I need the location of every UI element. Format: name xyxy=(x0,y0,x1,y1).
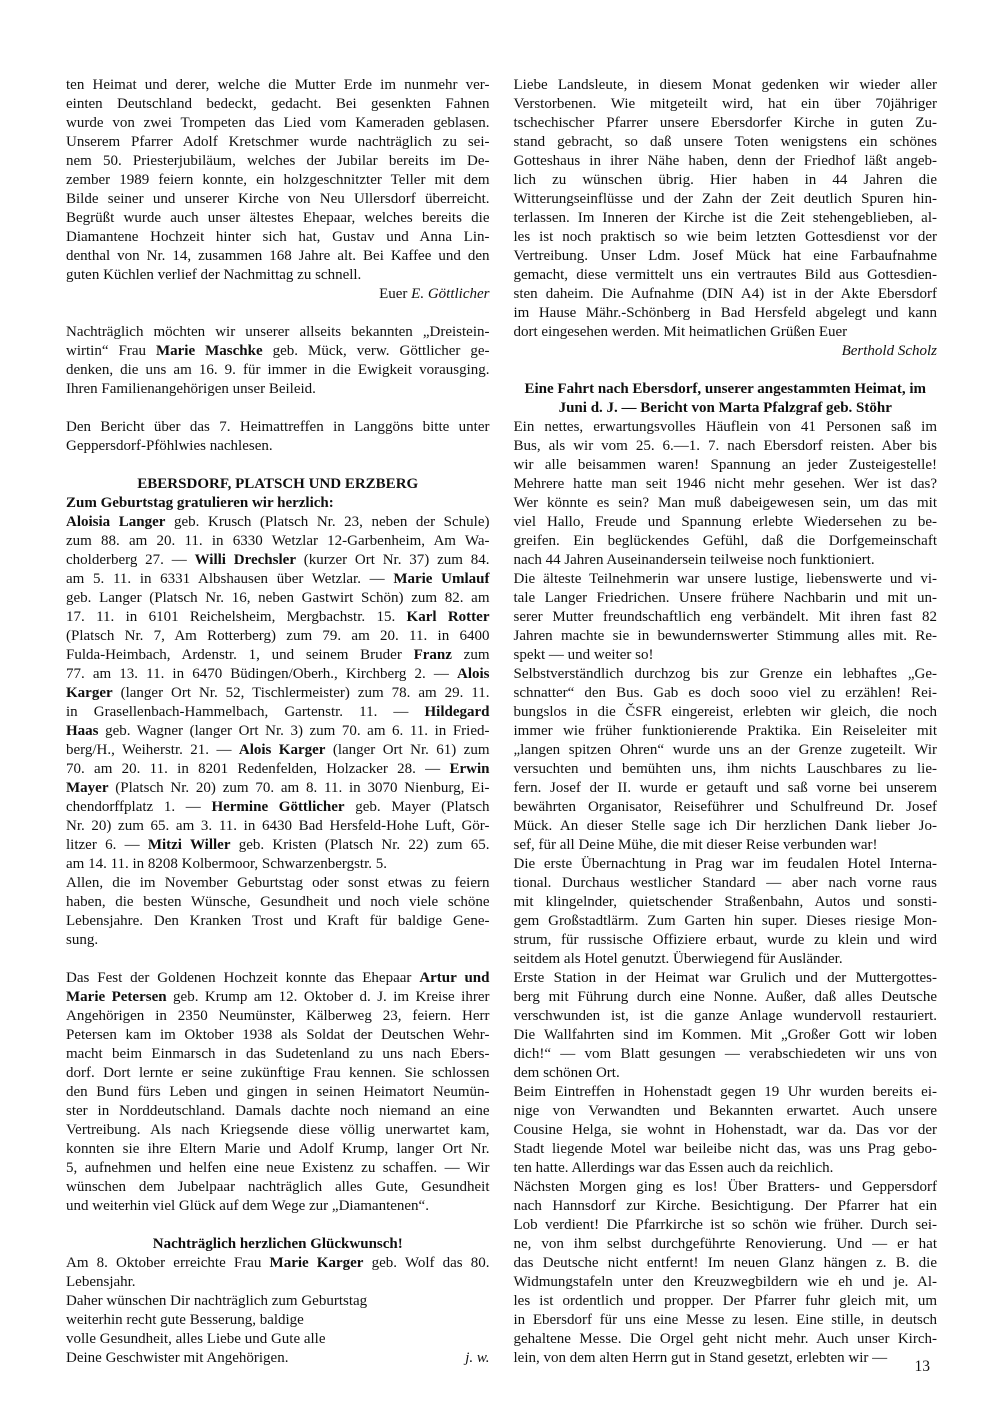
text-line: 5, aufnehmen und helfen eine neue Existenz zu schaffen. — Wir xyxy=(66,1160,490,1176)
paragraph-gap xyxy=(66,1216,490,1235)
text-line: fern. Josef der II. wurde er getauft und saß vorne bei unserem xyxy=(513,780,937,796)
text-line: und weiterhin viel Glück auf dem Wege zur „Diamantenen“. xyxy=(66,1198,429,1214)
text-line: Bus, als wir vom 25. 6.—1. 7. nach Ebersdorf reisten. Aber bis xyxy=(513,438,937,454)
text-line: Jahren machte sie in bewundernswerter Stimmung alles mit. Re- xyxy=(513,628,937,644)
text-line: 17. 11. in 6101 Reichelsheim, Mergbachstr. 15. Karl Rotter xyxy=(66,609,490,625)
paragraph-hohenstadt xyxy=(514,1083,938,1178)
text-line: einten Deutschland bedeckt, gedacht. Bei gesenkten Fahnen xyxy=(66,96,490,112)
text-line: Mehrere hatte man seit 1946 nicht mehr gesehen. Wer ist das? xyxy=(513,476,937,492)
text-line: Das Fest der Goldenen Hochzeit konnte das Ehepaar Artur und xyxy=(66,970,490,986)
text-line: am 5. 11. in 6331 Albshausen über Wetzlar. — Marie Umlauf xyxy=(66,571,490,587)
text-line: zember 1989 feiern konnte, ein holzgeschnitzter Teller mit dem xyxy=(66,172,490,188)
paragraph-hannsdorf-kirche xyxy=(514,1178,938,1368)
text-line: gemacht, diese vermittelt uns ein vertrautes Bild aus Gottesdien- xyxy=(513,267,937,283)
text-line: Gotteshaus in ihrer Nähe haben, denn der Friedhof läßt angeb- xyxy=(513,153,937,169)
text-line: Diamantene Hochzeit hinter sich hat, Gustav und Anna Lin- xyxy=(66,229,490,245)
text-line: sten daheim. Die Aufnahme (DIN A4) ist in der Akte Ebersdorf xyxy=(513,286,937,302)
text-line: Vertreibung. Unser Ldm. Josef Mück hat eine Farbaufnahme xyxy=(513,248,937,264)
text-line: (Platsch Nr. 7, Am Rotterberg) zum 79. am 20. 11. in 6400 xyxy=(66,628,490,644)
text-line: litzer 6. — Mitzi Willer geb. Kristen (Platsch Nr. 22) zum 65. xyxy=(66,837,490,853)
text-line: Bilde seiner und unserer Kirche von Neu Ullersdorf überreicht. xyxy=(66,191,490,207)
paragraph-grenze-reiseleiter xyxy=(514,665,938,855)
paragraph-grulich xyxy=(514,969,938,1083)
text-line: lich zu wünschen übrig. Hier haben in 44 Jahren die xyxy=(513,172,937,188)
paragraph-birthday-wishes xyxy=(66,874,490,950)
text-line: immer wie früher funktionierende Praktika. Ein Reiseleiter mit xyxy=(513,723,937,739)
text-line: Widmungstafeln unter den Kreuzwegbildern wie eh und je. Al- xyxy=(513,1274,937,1290)
text-line: nige von Verwandten und Bekannten erwartet. Auch unsere xyxy=(513,1103,937,1119)
text-line: stand gebracht, so daß unsere Toten wenigstens ein schönes xyxy=(513,134,937,150)
text-line: konnten sie ihre Eltern Marie und Adolf Krump, langer Ort Nr. xyxy=(66,1141,490,1157)
text-line: Daher wünschen Dir nachträglich zum Geburtstag xyxy=(66,1293,368,1309)
text-line: Ein nettes, erwartungsvolles Häuflein von 41 Personen saß im xyxy=(513,419,937,435)
text-line: Petersen kam im Oktober 1938 als Soldat der Deutschen Wehr- xyxy=(66,1027,490,1043)
text-line: Mück. An dieser Stelle sage ich Dir herzlichen Dank lieber Jo- xyxy=(513,818,937,834)
text-line: mit klingelnder, quietschender Straßenbahn, Autos und sonsti- xyxy=(513,894,937,910)
paragraph-obituary xyxy=(66,323,490,399)
text-line: viel Hallo, Freude und Spannung erlebte Wiedersehen zu be- xyxy=(513,514,937,530)
paragraph-gap xyxy=(514,361,938,380)
text-line: Am 8. Oktober erreichte Frau Marie Karger geb. Wolf das 80. xyxy=(66,1255,490,1271)
text-line: les ist noch praktisch so wie beim letzten Gottesdienst vor der xyxy=(513,229,937,245)
paragraph-aelteste-teilnehmerin xyxy=(514,570,938,665)
text-line: chendorffplatz 1. — Hermine Göttlicher geb. Mayer (Platsch xyxy=(66,799,490,815)
text-line: Haas geb. Wagner (langer Ort Nr. 3) zum 70. am 6. 11. in Fried- xyxy=(66,723,490,739)
text-line: Stadt liegende Motel war beileibe nicht das, was uns Prag gebo- xyxy=(513,1141,937,1157)
text-line: zum 88. am 20. 11. in 6330 Wetzlar 12-Garbenheim, Am Wa- xyxy=(66,533,490,549)
text-line: Nr. 20) zum 65. am 3. 11. in 6430 Bad Hersfeld-Hohe Luft, Gör- xyxy=(66,818,490,834)
paragraph-memorial-continuation xyxy=(66,76,490,285)
text-line: ten Heimat und derer, welche die Mutter Erde im nunmehr ver- xyxy=(66,77,490,93)
split-right-text: j. w. xyxy=(465,1350,490,1366)
text-line: Beim Eintreffen in Hohenstadt gegen 19 Uhr wurden bereits ei- xyxy=(513,1084,937,1100)
text-line: in Ebersdorf für uns eine Messe zu lesen. Eine stille, in deutsch xyxy=(513,1312,937,1328)
text-line: den Bund fürs Leben und gingen in seinen Heimatort Neumün- xyxy=(66,1084,490,1100)
text-line: gem Großstadtlärm. Zum Garten hin super. Dieses riesige Mon- xyxy=(513,913,937,929)
text-line: tional. Durchaus westlicher Standard — aber nach vorne raus xyxy=(513,875,937,891)
text-line: tale Langer Friedrichen. Unsere frühere Nachbarin und mit un- xyxy=(513,590,937,606)
subheading-birthday-congratulations: Zum Geburtstag gratulieren wir herzlich: xyxy=(66,495,334,511)
text-line: Vertreibung. Als nach Kriegsende diese völlig unerwartet kam, xyxy=(66,1122,490,1138)
text-line: Aloisia Langer geb. Krusch (Platsch Nr. 23, neben der Schule) xyxy=(66,514,490,530)
text-line: Lob verdient! Die Pfarrkirche ist so schön wie früher. Durch sei- xyxy=(513,1217,937,1233)
heading-belated-congratulations xyxy=(66,1235,490,1254)
text-line: das Deutsche nicht entfernt! Im neuen Glanz hängen z. B. die xyxy=(513,1255,937,1271)
paragraph-report-note xyxy=(66,418,490,456)
text-line: volle Gesundheit, alles Liebe und Gute alle xyxy=(66,1331,326,1347)
text-line: Erste Station in der Heimat war Grulich und der Muttergottes- xyxy=(513,970,937,986)
text-line: 77. am 13. 11. in 6470 Büdingen/Oberh., Kirchberg 2. — Alois xyxy=(66,666,490,682)
text-line: Ihren Familienangehörigen unser Beileid. xyxy=(66,381,316,397)
text-line: geb. Langer (Platsch Nr. 16, neben Gastwirt Schön) zum 82. am xyxy=(66,590,490,606)
text-line: Mayer (Platsch Nr. 20) zum 70. am 8. 11. in 3070 Nienburg, Ei- xyxy=(66,780,490,796)
text-line: les ist ordentlich und propper. Der Pfarrer fuhr gleich mit, um xyxy=(513,1293,937,1309)
text-line: wünschen dem Jubelpaar nachträglich alles Gute, Gesundheit xyxy=(66,1179,490,1195)
text-line: Die erste Übernachtung in Prag war im feudalen Hotel Interna- xyxy=(513,856,937,872)
text-line: schnatter“ den Bus. Gab es doch sooo viel zu erzählen! Rei- xyxy=(513,685,937,701)
two-column-text-area xyxy=(66,76,937,1368)
text-line: Die älteste Teilnehmerin war unsere lustige, liebenswerte und vi- xyxy=(513,571,937,587)
text-line: Witterungseinflüsse und der Zahn der Zeit deutlich Spuren hin- xyxy=(513,191,937,207)
text-line: verschwunden ist, ist die ganze Anlage wundervoll restauriert. xyxy=(513,1008,937,1024)
text-line: Lebensjahr. xyxy=(66,1274,136,1290)
paragraph-bus-departure xyxy=(514,418,938,570)
text-line: dem schönen Ort. xyxy=(513,1065,620,1081)
line-geschwister-initials xyxy=(66,1349,490,1368)
heading-line: EBERSDORF, PLATSCH UND ERZBERG xyxy=(137,476,419,492)
text-line: tschechischer Pfarrer unsere Ebersdorfer Kirche in guten Zu- xyxy=(513,115,937,131)
text-line: Selbstverständlich durchzog bis zur Grenze ein lebhaftes „Ge- xyxy=(513,666,937,682)
right-column xyxy=(514,76,938,1368)
paragraph-gap xyxy=(66,950,490,969)
text-line: lein, von dem alten Herrn gut in Stand gesetzt, erlebten wir — xyxy=(513,1350,888,1366)
text-line: Die Wallfahrten sind im Kommen. Mit „Großer Gott wir loben xyxy=(513,1027,937,1043)
text-line: Cousine Helga, sie wohnt in Hohenstadt, war da. Das vor der xyxy=(513,1122,937,1138)
text-line: denthal von Nr. 14, zusammen 168 Jahre alt. Bei Kaffee und den xyxy=(66,248,490,264)
text-line: Begrüßt wurde auch unser ältestes Ehepaar, welches bereits die xyxy=(66,210,490,226)
paragraph-gap xyxy=(66,456,490,475)
text-line: dorf. Dort lernte er seine zukünftige Frau kennen. Sie schlossen xyxy=(66,1065,490,1081)
text-line: bungslos in die ČSFR eingereist, erlebten wir gleich, die noch xyxy=(513,704,937,720)
text-line: weiterhin recht gute Besserung, baldige xyxy=(66,1312,304,1328)
text-line: nach 44 Jahren Auseinandersein teilweise noch funktioniert. xyxy=(513,552,875,568)
paragraph-landsleute xyxy=(514,76,938,342)
heading-fahrt-nach-ebersdorf xyxy=(514,380,938,418)
text-line: in Grasellenbach-Hammelbach, Gartenstr. 11. — Hildegard xyxy=(66,704,490,720)
paragraph-birthday-list xyxy=(66,513,490,874)
text-line: bewährten Organisator, Reiseführer und Schulfreund Dr. Josef xyxy=(513,799,937,815)
text-line: wir alle beisammen waren! Spannung an jeder Zusteigestelle! xyxy=(513,457,937,473)
text-line: haben, die besten Wünsche, Gesundheit und noch viele schöne xyxy=(66,894,490,910)
heading-line: Eine Fahrt nach Ebersdorf, unserer angestammten Heimat, im xyxy=(524,381,926,397)
text-line: Unserem Pfarrer Adolf Kretschmer wurde nachträglich zu sei- xyxy=(66,134,490,150)
text-line: cholderberg 27. — Willi Drechsler (kurzer Ort Nr. 37) zum 84. xyxy=(66,552,490,568)
left-column xyxy=(66,76,490,1368)
text-line: guten Küchlen verlief der Nachmittag zu schnell. xyxy=(66,267,362,283)
text-line: Wer könnte es sein? Man muß dabeigewesen sein, um das mit xyxy=(513,495,937,511)
text-line: ten hatte. Allerdings war das Essen auch da reichlich. xyxy=(513,1160,834,1176)
paragraph-wishes-verse xyxy=(66,1292,490,1349)
text-line: sung. xyxy=(66,932,99,948)
text-line: denken, die uns am 16. 9. für immer in die Ewigkeit vorausging. xyxy=(66,362,490,378)
text-line: dort eingesehen werden. Mit heimatlichen Grüßen Euer xyxy=(513,324,848,340)
signature-berthold-scholz: Berthold Scholz xyxy=(841,343,937,359)
signature-goettlicher: Euer E. Göttlicher xyxy=(379,286,490,302)
text-line: seitdem als Hotel genutzt. Überwiegend für Ausländer. xyxy=(513,951,843,967)
heading-line: Juni d. J. — Bericht von Marta Pfalzgraf geb. Stöhr xyxy=(558,400,892,416)
text-line: Allen, die im November Geburtstag oder sonst etwas zu feiern xyxy=(66,875,490,891)
text-line: Verstorbenen. Wie mitgeteilt wird, hat ein über 70jähriger xyxy=(513,96,937,112)
paragraph-marie-karger xyxy=(66,1254,490,1292)
text-line: im Hause Mähr.-Schönberg in Bad Hersfeld abgelegt und kann xyxy=(513,305,937,321)
heading-line: Nachträglich herzlichen Glückwunsch! xyxy=(152,1236,403,1252)
text-line: versuchten und bemühten uns, ihm nichts Lauschbares zu lie- xyxy=(513,761,937,777)
text-line: spekt — und weiter so! xyxy=(513,647,654,663)
text-line: am 14. 11. in 8208 Kolbermoor, Schwarzenbergstr. 5. xyxy=(66,856,388,872)
split-left-text: Deine Geschwister mit Angehörigen. xyxy=(66,1350,289,1366)
text-line: dich!“ — vom Blatt gesungen — verabschiedeten wir uns von xyxy=(513,1046,937,1062)
text-line: wirtin“ Frau Marie Maschke geb. Mück, verw. Göttlicher ge- xyxy=(66,343,490,359)
text-line: 70. am 20. 11. in 8201 Redenfelden, Holzacker 28. — Erwin xyxy=(66,761,490,777)
text-line: ne, von ihm selbst durchgeführte Renovierung. Und — er hat xyxy=(513,1236,937,1252)
text-line: Den Bericht über das 7. Heimattreffen in Langgöns bitte unter xyxy=(66,419,490,435)
paragraph-prag-hotel xyxy=(514,855,938,969)
text-line: Marie Petersen geb. Krump am 12. Oktober d. J. im Kreise ihrer xyxy=(66,989,490,1005)
paragraph-gap xyxy=(66,304,490,323)
text-line: Lebensjahre. Den Kranken Trost und Kraft für baldige Gene- xyxy=(66,913,490,929)
text-line: greifen. Ein beglückendes Gefühl, daß die Dorfgemeinschaft xyxy=(513,533,937,549)
paragraph-golden-wedding xyxy=(66,969,490,1216)
text-line: ster in Norddeutschland. Damals dachte noch niemand an eine xyxy=(66,1103,490,1119)
text-line: nem 50. Priesterjubiläum, welches der Jubilar bereits im De- xyxy=(66,153,490,169)
text-line: sef, für all Deine Mühe, die mit dieser Reise verbunden war! xyxy=(513,837,878,853)
text-line: Nächsten Morgen ging es los! Über Bratters- und Geppersdorf xyxy=(513,1179,937,1195)
text-line: gehaltene Messe. Die Orgel geht nicht mehr. Auch unser Kirch- xyxy=(513,1331,937,1347)
text-line: Nachträglich möchten wir unserer allseits bekannten „Dreistein- xyxy=(66,324,490,340)
text-line: strum, für russische Offiziere erbaut, wurde zu klein und wird xyxy=(513,932,937,948)
text-line: Fulda-Heimbach, Ardenstr. 1, und seinem Bruder Franz zum xyxy=(66,647,490,663)
heading-ebersdorf-platsch-erzberg xyxy=(66,475,490,494)
text-line: terlassen. Im Inneren der Kirche ist die Zeit stehengeblieben, al- xyxy=(513,210,937,226)
text-line: Geppersdorf-Pföhlwies nachlesen. xyxy=(66,438,273,454)
paragraph-gap xyxy=(66,399,490,418)
text-line: serer Mutter freundschaftlich eng verbändelt. Mit ihren fast 82 xyxy=(513,609,937,625)
text-line: wurde von zwei Trompeten das Lied vom Kameraden geblasen. xyxy=(66,115,490,131)
text-line: Liebe Landsleute, in diesem Monat gedenken wir wieder aller xyxy=(513,77,937,93)
text-line: Karger (langer Ort Nr. 52, Tischlermeister) zum 78. am 29. 11. xyxy=(66,685,490,701)
text-line: macht beim Einmarsch in das Sudetenland zu uns nach Ebers- xyxy=(66,1046,490,1062)
page-number: 13 xyxy=(914,1358,930,1375)
text-line: nach Hannsdorf zur Kirche. Besichtigung. Der Pfarrer hat ein xyxy=(513,1198,937,1214)
text-line: „langen spitzen Ohren“ wurde uns an der Grenze zugeteilt. Wir xyxy=(513,742,937,758)
text-line: berg mit Führung durch eine Nonne. Außer, daß alles Deutsche xyxy=(513,989,937,1005)
text-line: berg/H., Weiherstr. 21. — Alois Karger (langer Ort Nr. 61) zum xyxy=(66,742,490,758)
text-line: Angehörigen in 2350 Neumünster, Kälberweg 23, feiern. Herr xyxy=(66,1008,490,1024)
